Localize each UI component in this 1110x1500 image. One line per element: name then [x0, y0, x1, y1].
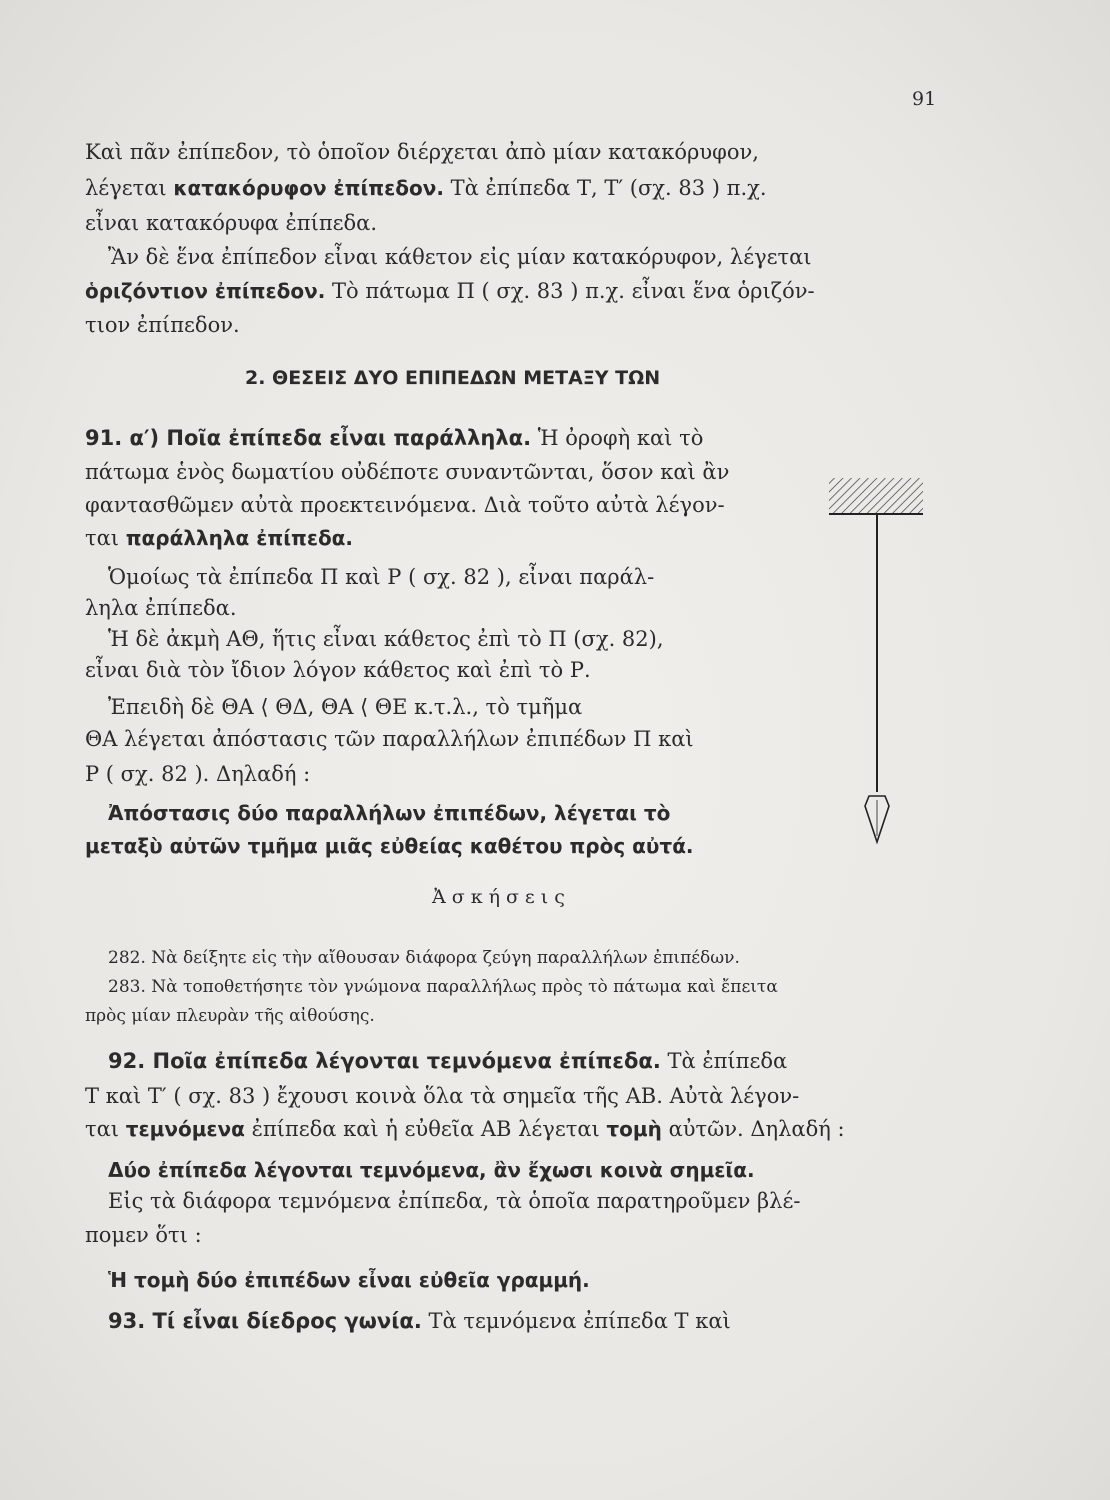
definition-line: Ἡ τομὴ δύο ἐπιπέδων εἶναι εὐθεῖα γραμμή.: [108, 1268, 590, 1292]
text-line: τιον ἐπίπεδον.: [85, 313, 240, 337]
bold-term: ὁριζόντιον ἐπίπεδον.: [85, 279, 326, 303]
text-line: εἶναι διὰ τὸν ἴδιον λόγον κάθετος καὶ ἐπὶ τὸ Ρ.: [85, 658, 591, 682]
definition-line: Δύο ἐπίπεδα λέγονται τεμνόμενα, ἂν ἔχωσι κοινὰ σημεῖα.: [108, 1158, 755, 1182]
text-line: [85, 524, 353, 552]
text-span: Ἡ ὀροφὴ καὶ τὸ: [531, 426, 704, 450]
section-heading: Τί εἶναι δίεδρος γωνία.: [145, 1309, 422, 1333]
text-span: ἐπίπεδα καὶ ἡ εὐθεῖα ΑΒ λέγεται: [244, 1117, 607, 1141]
section-heading: Ποῖα ἐπίπεδα εἶναι παράλληλα.: [159, 426, 532, 450]
text-span: λέγεται: [85, 176, 174, 200]
text-line: Εἰς τὰ διάφορα τεμνόμενα ἐπίπεδα, τὰ ὁποῖα παρατηροῦμεν βλέ-: [108, 1189, 801, 1213]
text-line: Ἡ δὲ ἀκμὴ ΑΘ, ἥτις εἶναι κάθετος ἐπὶ τὸ Π (σχ. 82),: [108, 627, 664, 651]
bold-term: τομὴ: [606, 1117, 662, 1141]
text-line: Ἐπειδὴ δὲ ΘΑ ⟨ ΘΔ, ΘΑ ⟨ ΘΕ κ.τ.λ., τὸ τμῆμα: [108, 695, 583, 719]
bold-term: παράλληλα ἐπίπεδα.: [125, 526, 354, 550]
bold-term: κατακόρυφον ἐπίπεδον.: [173, 176, 444, 200]
text-line: [108, 1047, 787, 1075]
section-number: 91. α′): [85, 426, 160, 450]
section-title: 2. ΘΕΣΕΙΣ ΔΥΟ ΕΠΙΠΕΔΩΝ ΜΕΤΑΞΥ ΤΩΝ: [245, 367, 661, 389]
text-span: Τὰ ἐπίπεδα Τ, Τ′ (σχ. 83 ) π.χ.: [443, 176, 767, 200]
exercise-283: 283. Νὰ τοποθετήσητε τὸν γνώμονα παραλλήλως πρὸς τὸ πάτωμα καὶ ἔπειτα: [108, 977, 778, 997]
exercise-283-cont: πρὸς μίαν πλευρὰν τῆς αἰθούσης.: [85, 1006, 375, 1026]
text-line: [85, 424, 703, 452]
text-line: ληλα ἐπίπεδα.: [85, 596, 237, 620]
text-line: Τ καὶ Τ′ ( σχ. 83 ) ἔχουσι κοινὰ ὅλα τὰ σημεῖα τῆς ΑΒ. Αὐτὰ λέγον-: [85, 1084, 800, 1108]
text-line: πάτωμα ἑνὸς δωματίου οὐδέποτε συναντῶνται, ὅσον καὶ ἂν: [85, 460, 730, 484]
section-number: 93.: [108, 1309, 146, 1333]
text-line: εἶναι κατακόρυφα ἐπίπεδα.: [85, 211, 378, 235]
text-line: ΘΑ λέγεται ἀπόστασις τῶν παραλλήλων ἐπιπέδων Π καὶ: [85, 727, 694, 751]
text-line: φαντασθῶμεν αὐτὰ προεκτεινόμενα. Διὰ τοῦτο αὐτὰ λέγον-: [85, 493, 725, 517]
text-line: Ὁμοίως τὰ ἐπίπεδα Π καὶ Ρ ( σχ. 82 ), εἶναι παράλ-: [108, 565, 655, 589]
section-heading: Ποῖα ἐπίπεδα λέγονται τεμνόμενα ἐπίπεδα.: [145, 1049, 661, 1073]
page-number: 91: [912, 88, 937, 110]
text-line: Ἂν δὲ ἕνα ἐπίπεδον εἶναι κάθετον εἰς μίαν κατακόρυφον, λέγεται: [108, 245, 812, 269]
text-line: [85, 277, 815, 305]
text-line: Καὶ πᾶν ἐπίπεδον, τὸ ὁποῖον διέρχεται ἀπὸ μίαν κατακόρυφον,: [85, 140, 759, 164]
exercises-title: Ἀσκήσεις: [432, 886, 571, 908]
text-line: [108, 1307, 731, 1335]
plumb-line-figure: [825, 470, 935, 860]
text-line: πομεν ὅτι :: [85, 1223, 202, 1247]
text-span: ται: [85, 526, 126, 550]
ceiling-hatch: [829, 478, 923, 514]
definition-line: Ἀπόστασις δύο παραλλήλων ἐπιπέδων, λέγεται τὸ: [108, 801, 671, 825]
definition-line: μεταξὺ αὐτῶν τμῆμα μιᾶς εὐθείας καθέτου πρὸς αὐτά.: [85, 834, 694, 858]
text-line: [85, 1115, 845, 1143]
text-span: αὐτῶν. Δηλαδή :: [661, 1117, 845, 1141]
text-line: [85, 174, 767, 202]
text-span: Τὸ πάτωμα Π ( σχ. 83 ) π.χ. εἶναι ἕνα ὁριζόν-: [325, 279, 815, 303]
bold-term: τεμνόμενα: [125, 1117, 245, 1141]
exercise-282: 282. Νὰ δείξητε εἰς τὴν αἴθουσαν διάφορα ζεύγη παραλλήλων ἐπιπέδων.: [108, 948, 740, 968]
section-number: 92.: [108, 1049, 146, 1073]
text-span: Τὰ ἐπίπεδα: [660, 1049, 788, 1073]
text-span: Τὰ τεμνόμενα ἐπίπεδα Τ καὶ: [421, 1309, 731, 1333]
text-line: Ρ ( σχ. 82 ). Δηλαδή :: [85, 762, 311, 786]
text-span: ται: [85, 1117, 126, 1141]
